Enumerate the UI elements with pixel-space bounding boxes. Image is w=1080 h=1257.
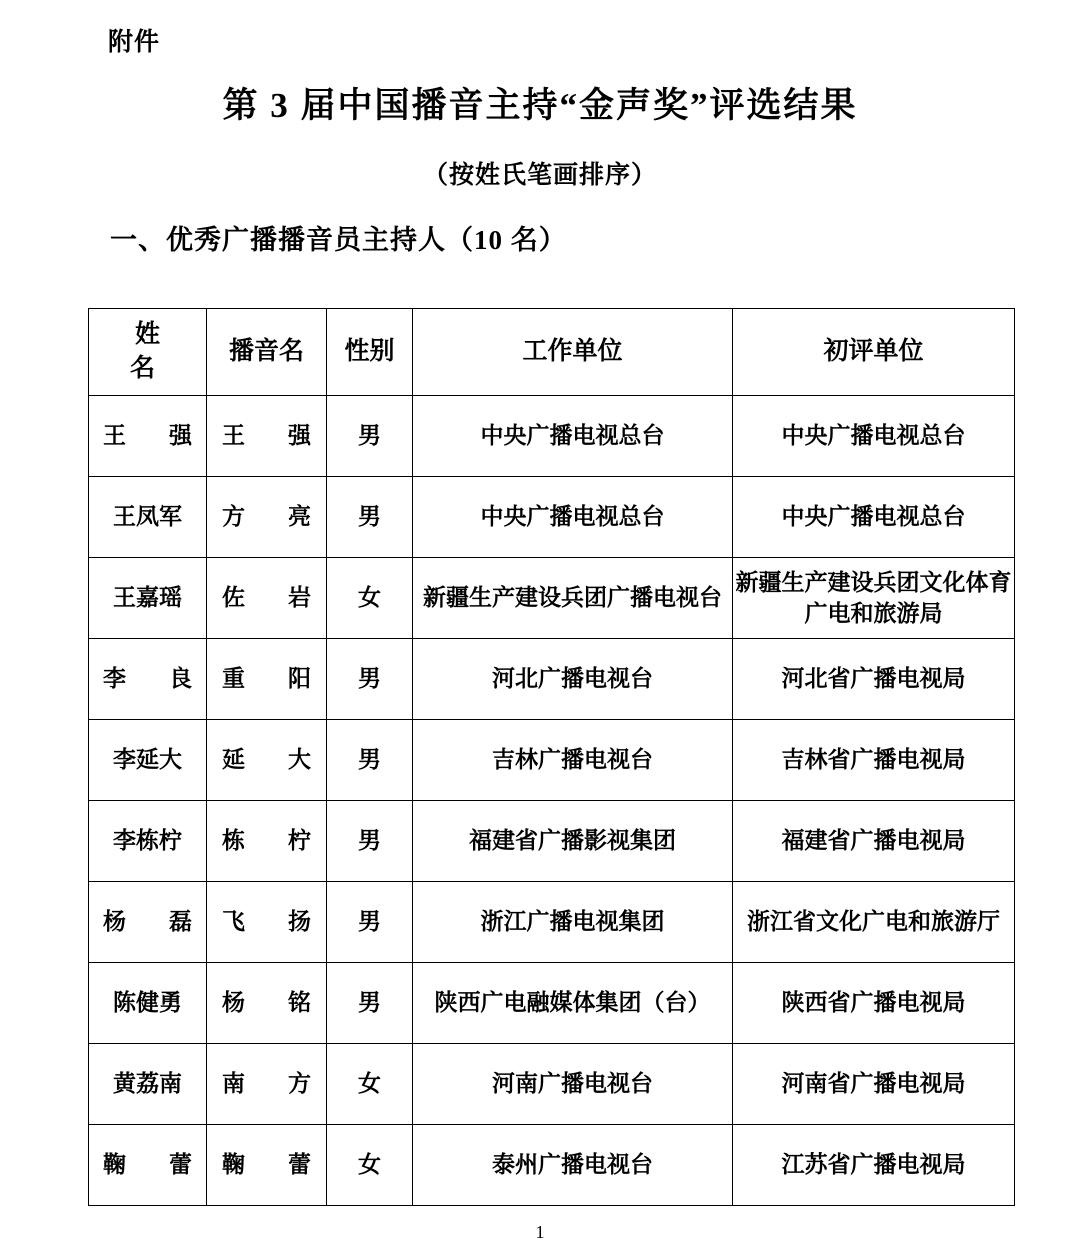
cell-stage-name: 杨 铭 — [207, 963, 327, 1044]
table-header-row — [89, 309, 1015, 396]
cell-name: 李栋柠 — [89, 801, 207, 882]
cell-review-unit: 吉林省广播电视局 — [733, 720, 1015, 801]
table-row — [89, 558, 1015, 639]
cell-work-unit: 吉林广播电视台 — [413, 720, 733, 801]
cell-work-unit: 新疆生产建设兵团广播电视台 — [413, 558, 733, 639]
cell-review-unit: 河北省广播电视局 — [733, 639, 1015, 720]
page-number: 1 — [535, 1222, 545, 1242]
column-header-review-unit: 初评单位 — [733, 309, 1015, 396]
cell-stage-name: 栋 柠 — [207, 801, 327, 882]
cell-stage-name: 方 亮 — [207, 477, 327, 558]
cell-stage-name: 王 强 — [207, 396, 327, 477]
table-row — [89, 1125, 1015, 1206]
cell-review-unit: 中央广播电视总台 — [733, 477, 1015, 558]
cell-review-unit: 福建省广播电视局 — [733, 801, 1015, 882]
cell-gender: 男 — [327, 801, 413, 882]
attachment-label: 附件 — [108, 29, 161, 56]
award-table — [88, 308, 1015, 1206]
cell-gender: 男 — [327, 882, 413, 963]
cell-name: 陈健勇 — [89, 963, 207, 1044]
cell-stage-name: 飞 扬 — [207, 882, 327, 963]
table-row — [89, 963, 1015, 1044]
cell-work-unit: 陕西广电融媒体集团（台） — [413, 963, 733, 1044]
column-header-stage-name: 播音名 — [207, 309, 327, 396]
column-header-name: 姓 名 — [89, 309, 207, 396]
document-subtitle: （按姓氏笔画排序） — [422, 162, 657, 189]
cell-gender: 男 — [327, 396, 413, 477]
section-heading: 一、优秀广播播音员主持人（10 名） — [110, 225, 567, 255]
cell-work-unit: 泰州广播电视台 — [413, 1125, 733, 1206]
table-body — [89, 396, 1015, 1206]
table-row — [89, 396, 1015, 477]
cell-review-unit: 江苏省广播电视局 — [733, 1125, 1015, 1206]
cell-work-unit: 河北广播电视台 — [413, 639, 733, 720]
cell-stage-name: 南 方 — [207, 1044, 327, 1125]
page-title: 第 3 届中国播音主持“金声奖”评选结果 — [222, 86, 858, 125]
table-header — [89, 309, 1015, 396]
cell-review-unit: 中央广播电视总台 — [733, 396, 1015, 477]
cell-gender: 男 — [327, 639, 413, 720]
cell-gender: 女 — [327, 558, 413, 639]
cell-gender: 男 — [327, 963, 413, 1044]
cell-name: 王凤军 — [89, 477, 207, 558]
cell-name: 黄荔南 — [89, 1044, 207, 1125]
cell-name: 鞠 蕾 — [89, 1125, 207, 1206]
cell-gender: 女 — [327, 1044, 413, 1125]
cell-work-unit: 河南广播电视台 — [413, 1044, 733, 1125]
cell-review-unit: 新疆生产建设兵团文化体育广电和旅游局 — [733, 558, 1015, 639]
cell-name: 王 强 — [89, 396, 207, 477]
cell-stage-name: 重 阳 — [207, 639, 327, 720]
cell-work-unit: 浙江广播电视集团 — [413, 882, 733, 963]
table-row — [89, 801, 1015, 882]
cell-stage-name: 延 大 — [207, 720, 327, 801]
table-row — [89, 882, 1015, 963]
cell-name: 王嘉瑶 — [89, 558, 207, 639]
cell-gender: 女 — [327, 1125, 413, 1206]
award-table-container — [88, 308, 1014, 1206]
cell-review-unit: 浙江省文化广电和旅游厅 — [733, 882, 1015, 963]
cell-name: 杨 磊 — [89, 882, 207, 963]
table-row — [89, 1044, 1015, 1125]
column-header-gender: 性别 — [327, 309, 413, 396]
column-header-work-unit: 工作单位 — [413, 309, 733, 396]
table-row — [89, 720, 1015, 801]
table-row — [89, 477, 1015, 558]
cell-review-unit: 河南省广播电视局 — [733, 1044, 1015, 1125]
cell-name: 李 良 — [89, 639, 207, 720]
cell-stage-name: 鞠 蕾 — [207, 1125, 327, 1206]
cell-work-unit: 福建省广播影视集团 — [413, 801, 733, 882]
cell-gender: 男 — [327, 477, 413, 558]
cell-stage-name: 佐 岩 — [207, 558, 327, 639]
cell-work-unit: 中央广播电视总台 — [413, 396, 733, 477]
cell-gender: 男 — [327, 720, 413, 801]
cell-name: 李延大 — [89, 720, 207, 801]
cell-review-unit: 陕西省广播电视局 — [733, 963, 1015, 1044]
cell-work-unit: 中央广播电视总台 — [413, 477, 733, 558]
table-row — [89, 639, 1015, 720]
